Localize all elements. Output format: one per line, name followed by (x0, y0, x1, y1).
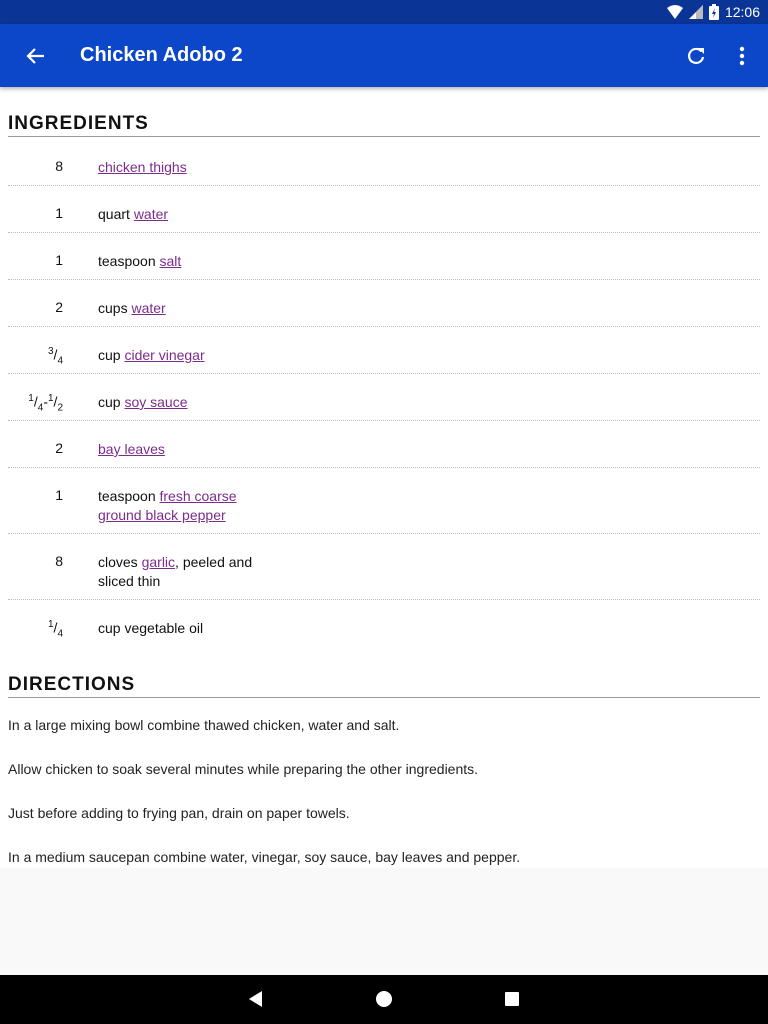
ingredient-row (8, 468, 760, 534)
direction-step: In a large mixing bowl combine thawed chicken, water and salt. (8, 717, 400, 733)
nav-recents-button[interactable] (500, 987, 524, 1011)
page-title: Chicken Adobo 2 (80, 44, 243, 66)
ingredient-description (98, 440, 258, 459)
recents-square-icon (504, 991, 520, 1007)
battery-icon (709, 4, 719, 20)
ingredient-quantity: 1 (55, 487, 63, 503)
more-vert-icon (739, 46, 745, 66)
ingredient-quantity: 2 (55, 299, 63, 315)
ingredient-description: cup cider vinegar (98, 347, 205, 363)
ingredient-quantity: $^1/_4$ (47, 619, 63, 640)
wifi-icon (667, 5, 683, 19)
ingredient-link[interactable]: water (131, 300, 166, 316)
app-bar (0, 24, 768, 87)
more-options-button[interactable] (728, 36, 756, 76)
recipe-content[interactable] (0, 87, 768, 868)
ingredient-quantity: 1 (55, 205, 63, 221)
ingredient-description: cups water (98, 300, 166, 316)
ingredient-description (98, 158, 258, 177)
direction-step: In a medium saucepan combine water, vinegar, soy sauce, bay leaves and pepper. (8, 849, 521, 865)
ingredient-description: cup vegetable oil (98, 620, 204, 636)
ingredient-link[interactable]: water (133, 206, 169, 222)
refresh-button[interactable] (676, 36, 716, 76)
ingredient-description: cloves garlic, peeled and sliced thin (98, 554, 253, 589)
cellular-icon (689, 5, 703, 19)
direction-step: Just before adding to frying pan, drain on paper towels. (8, 805, 350, 821)
ingredient-row (8, 280, 760, 327)
back-arrow-icon (26, 46, 46, 66)
ingredient-link[interactable]: soy sauce (124, 394, 188, 410)
ingredient-description: teaspoon salt (98, 253, 182, 269)
ingredient-quantity: 1 (55, 252, 63, 268)
ingredient-row (8, 233, 760, 280)
ingredient-description: teaspoon fresh coarse ground black pepper (98, 488, 237, 523)
ingredient-link[interactable]: cider vinegar (124, 347, 205, 363)
ingredient-quantity: 2 (55, 440, 63, 456)
ingredient-quantity: $^3/_4$ (47, 346, 63, 367)
ingredient-row (8, 186, 760, 233)
ingredient-link[interactable]: salt (159, 253, 182, 269)
ingredient-description: cup soy sauce (98, 394, 188, 410)
home-circle-icon (375, 990, 393, 1008)
ingredient-link[interactable]: garlic (141, 554, 176, 570)
ingredient-quantity: 8 (55, 158, 63, 174)
status-time: 12:06 (724, 4, 760, 20)
ingredient-row (8, 374, 760, 421)
ingredient-link[interactable]: bay leaves (98, 441, 165, 457)
ingredient-row (8, 327, 760, 374)
back-button[interactable] (16, 36, 56, 76)
ingredient-row (8, 534, 760, 600)
ingredients-list (8, 139, 760, 647)
ingredient-row (8, 139, 760, 186)
ingredient-link[interactable]: fresh coarse ground black pepper (98, 488, 237, 523)
ingredient-link[interactable]: chicken thighs (98, 159, 187, 175)
ingredients-heading: INGREDIENTS (8, 113, 760, 137)
nav-back-button[interactable] (244, 987, 268, 1011)
refresh-icon (686, 46, 706, 66)
system-nav-bar (0, 975, 768, 1024)
ingredient-description: quart water (98, 206, 169, 222)
status-icons (667, 0, 760, 24)
nav-home-button[interactable] (372, 987, 396, 1011)
ingredient-row (8, 421, 760, 468)
directions-heading: DIRECTIONS (8, 674, 760, 698)
ingredient-quantity: 8 (55, 553, 63, 569)
back-triangle-icon (247, 990, 265, 1008)
ingredient-quantity: $^1/_4-^1/_2$ (28, 393, 63, 414)
direction-step: Allow chicken to soak several minutes while preparing the other ingredients. (8, 761, 479, 777)
status-bar (0, 0, 768, 24)
ingredient-row (8, 600, 760, 647)
